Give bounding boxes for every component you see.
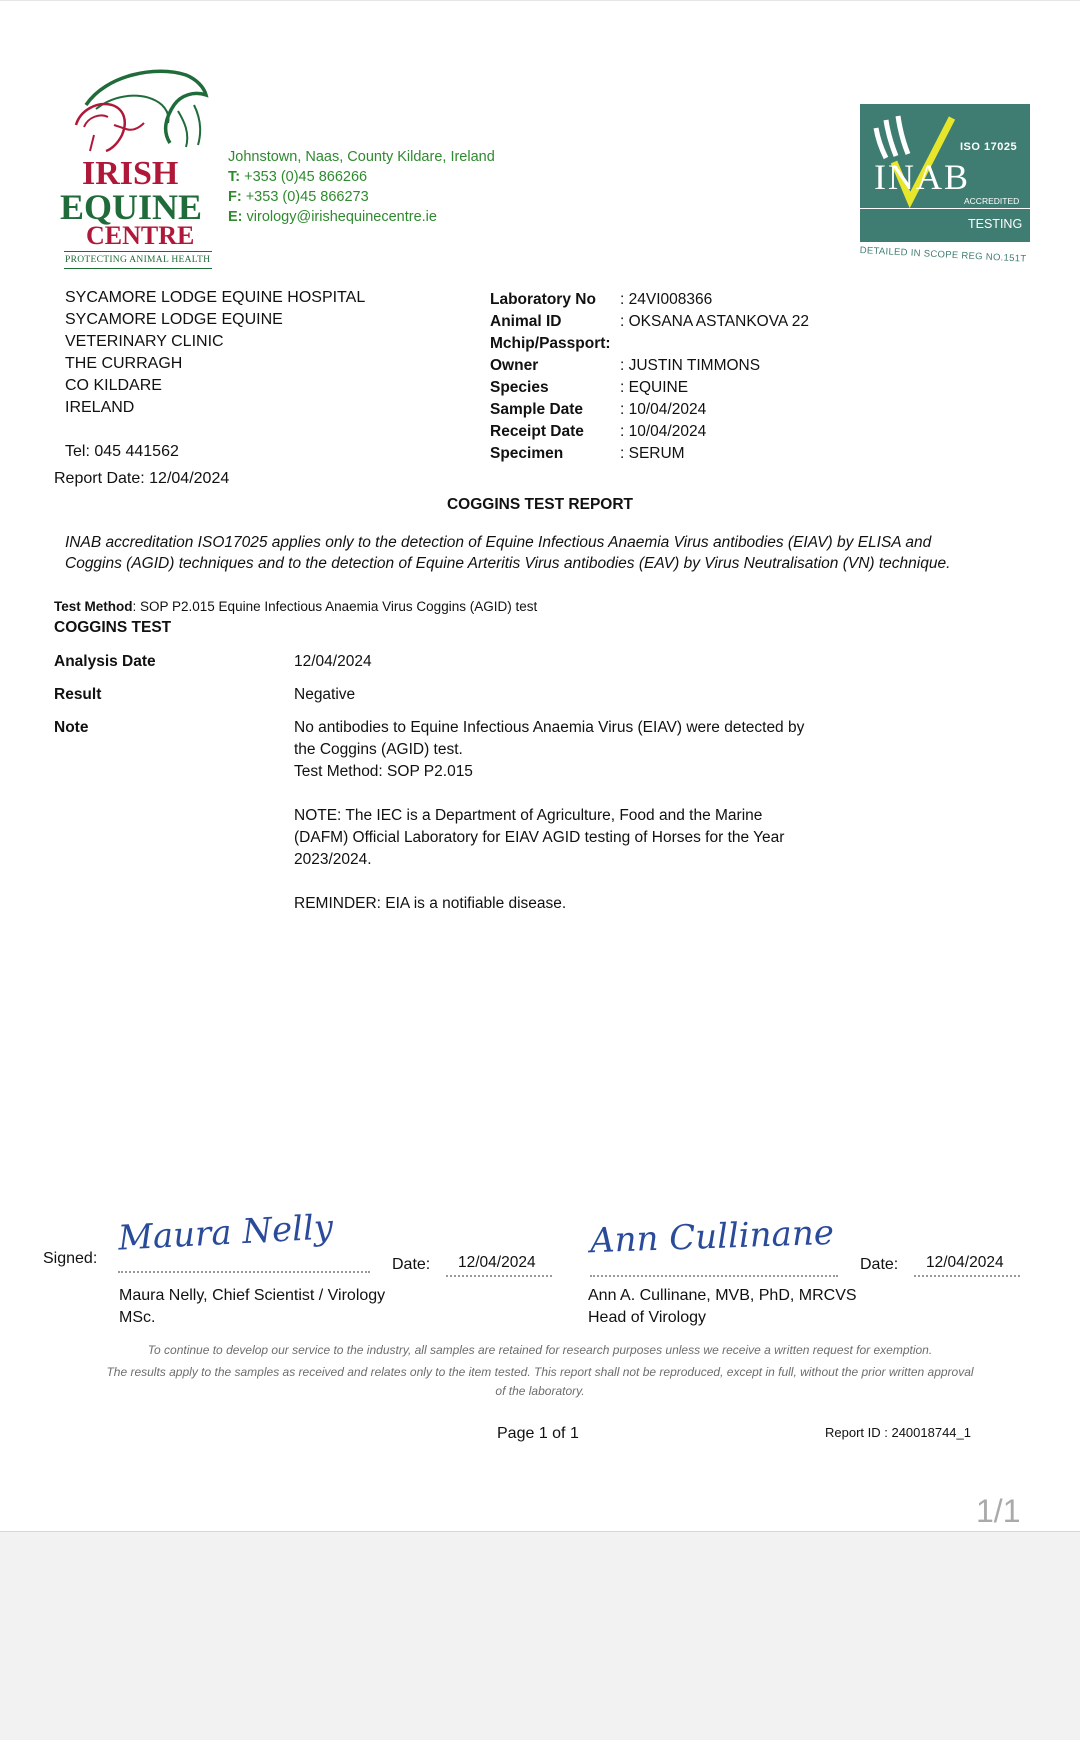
recipient-line: VETERINARY CLINIC	[65, 333, 224, 350]
contact-block: Johnstown, Naas, County Kildare, Ireland T: +353 (0)45 866266 F: +353 (0)45 866273 E: virology@irishequinecentre.ie	[228, 147, 528, 227]
right-signatory: Ann A. Cullinane, MVB, PhD, MRCVS Head of Virology	[588, 1287, 857, 1326]
right-signature: Ann Cullinane	[589, 1212, 835, 1262]
lab-telephone: +353 (0)45 866266	[244, 169, 368, 185]
result-value: Negative	[294, 686, 356, 703]
iec-logo	[58, 65, 218, 275]
lab-info-row: Species : EQUINE	[490, 379, 689, 396]
accreditation-statement: INAB accreditation ISO17025 applies only to the detection of Equine Infectious Anaemia Virus antibodies (EIAV) by ELISA and Coggins (AGID) techniques and to the detection of Equine Arteritis Virus antibodies (EAV) by Virus Neutralisation (VN) technique.	[65, 534, 951, 572]
lab-info-row: Sample Date : 10/04/2024	[490, 401, 707, 418]
page-indicator: 1/1	[976, 1493, 1021, 1529]
right-date: 12/04/2024	[926, 1254, 1004, 1271]
recipient-tel: Tel: 045 441562	[65, 443, 179, 460]
logo-line-centre: CENTRE	[86, 221, 195, 250]
analysis-date-row: Analysis Date 12/04/2024	[54, 653, 372, 670]
page-number: Page 1 of 1	[497, 1425, 579, 1442]
logo-line-equine: EQUINE	[60, 187, 203, 227]
lab-info-row: Laboratory No : 24VI008366	[490, 291, 713, 308]
recipient-address	[65, 287, 465, 463]
lab-fax: +353 (0)45 866273	[245, 189, 369, 205]
horse-logo-icon	[66, 65, 216, 155]
logo-line-irish: IRISH	[82, 155, 179, 192]
recipient-line: IRELAND	[65, 399, 135, 416]
note-text: No antibodies to Equine Infectious Anaemia Virus (EIAV) were detected by the Coggins (AGID) test. Test Method: SOP P2.015 NOTE: The IEC is a Department of Agriculture, Food and the Marine (DAFM) Official Laboratory for EIAV AGID testing of Horses for the Year 2023/2024. REMINDER: EIA is a notifiable disease.	[294, 719, 805, 912]
right-date-label: Date:	[860, 1256, 899, 1273]
disclaimer-note: The results apply to the samples as received and relates only to the item tested. This report shall not be reproduced, except in full, without the prior written approval of the laboratory.	[106, 1365, 974, 1398]
left-signature: Maura Nelly	[117, 1207, 335, 1259]
lab-email: virology@irishequinecentre.ie	[246, 209, 437, 225]
retention-note: To continue to develop our service to the industry, all samples are retained for research purposes unless we receive a written request for exemption.	[147, 1343, 933, 1357]
logo-tagline: PROTECTING ANIMAL HEALTH	[65, 255, 211, 265]
inab-iso: ISO 17025	[960, 141, 1018, 153]
lab-address: Johnstown, Naas, County Kildare, Ireland	[228, 149, 495, 165]
recipient-line: THE CURRAGH	[65, 355, 183, 372]
result-row: Result Negative	[54, 684, 954, 706]
lab-info-row: Specimen : SERUM	[490, 445, 685, 462]
report-id: Report ID : 240018744_1	[825, 1425, 971, 1440]
left-date-label: Date:	[392, 1256, 431, 1273]
lab-info-row: Animal ID : OKSANA ASTANKOVA 22	[490, 313, 809, 330]
report-title: COGGINS TEST REPORT	[446, 496, 633, 513]
recipient-line: CO KILDARE	[65, 377, 162, 394]
inab-accredited: ACCREDITED	[964, 196, 1020, 206]
note-row: Note No antibodies to Equine Infectious Anaemia Virus (EIAV) were detected by the Coggins (AGID) test. Test Method: SOP P2.015 NOTE: The IEC is a Department of Agriculture, Food and the Marine (DAFM) Official Laboratory for EIAV AGID testing of Horses for the Year 2023/2024. REMINDER: EIA is a notifiable disease.	[54, 717, 954, 915]
inab-scope: DETAILED IN SCOPE REG NO.151T	[859, 245, 1027, 265]
left-signatory: Maura Nelly, Chief Scientist / Virology MSc.	[119, 1287, 386, 1326]
section-title: COGGINS TEST	[54, 619, 172, 636]
test-method: Test Method: SOP P2.015 Equine Infectious Anaemia Virus Coggins (AGID) test	[54, 599, 538, 614]
lab-info-table	[490, 289, 910, 465]
recipient-line: SYCAMORE LODGE EQUINE HOSPITAL	[65, 289, 366, 306]
report-date: Report Date: 12/04/2024	[54, 470, 230, 487]
signed-label: Signed:	[43, 1250, 98, 1267]
lab-info-row: Mchip/Passport:	[490, 335, 611, 352]
left-date: 12/04/2024	[458, 1254, 536, 1271]
recipient-line: SYCAMORE LODGE EQUINE	[65, 311, 283, 328]
inab-badge	[859, 104, 1032, 265]
results-table	[54, 651, 954, 915]
lab-info-row: Owner : JUSTIN TIMMONS	[490, 357, 761, 374]
inab-name: INAB	[874, 157, 970, 197]
lab-info-row: Receipt Date : 10/04/2024	[490, 423, 707, 440]
inab-testing: TESTING	[968, 217, 1023, 231]
